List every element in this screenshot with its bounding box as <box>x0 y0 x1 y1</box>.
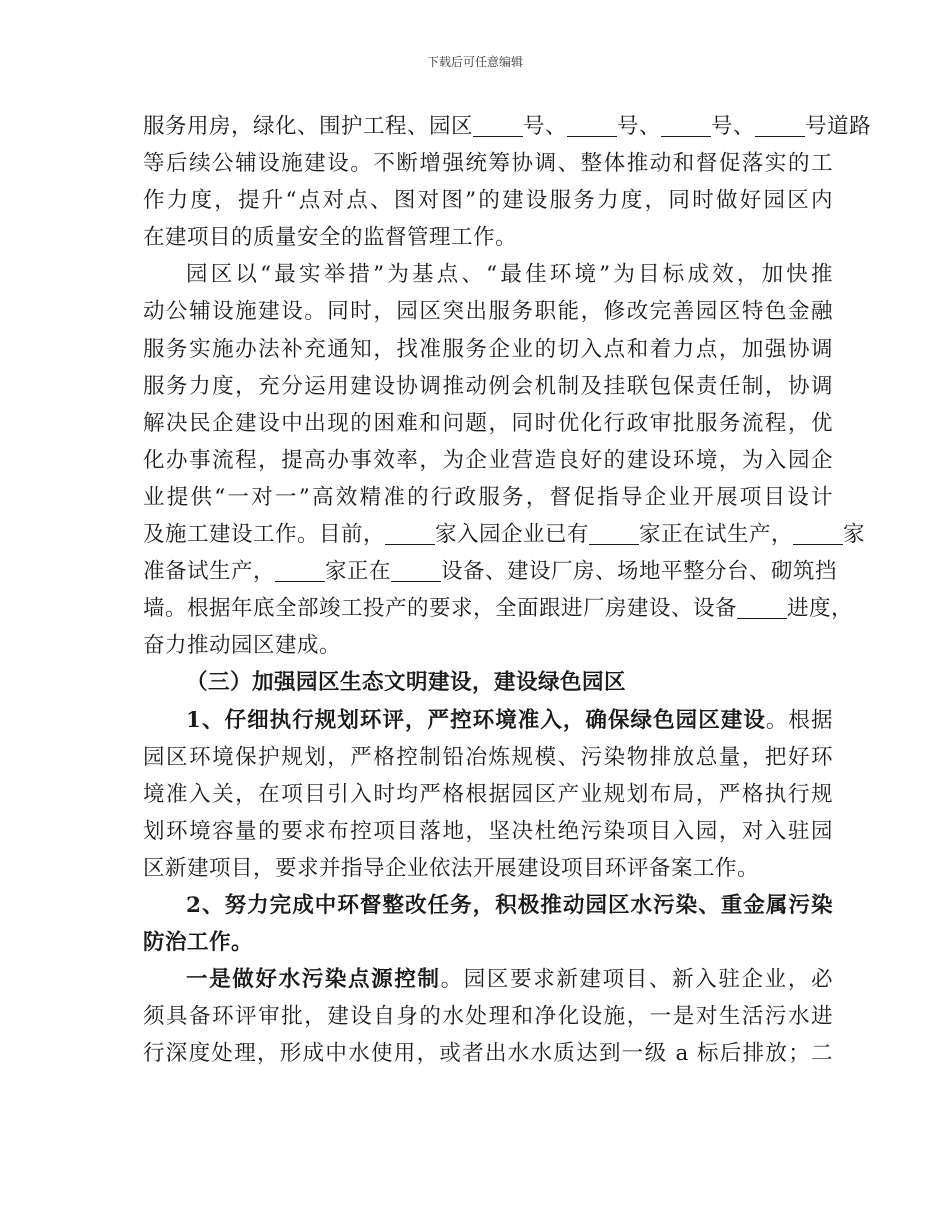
blank-field <box>793 522 843 545</box>
paragraph-line: 划环境容量的要求布控项目落地，坚决杜绝污染项目入园，对入驻园 <box>143 818 833 844</box>
blank-field <box>737 596 787 619</box>
paragraph-line: 及施工建设工作。目前， 家入园企业已有 家正在试生产， 家 <box>143 522 866 548</box>
paragraph-line: 境准入关，在项目引入时均严格根据园区产业规划布局，严格执行规 <box>143 781 833 807</box>
blank-field <box>755 114 805 137</box>
paragraph-line: 作力度，提升“点对点、图对图”的建设服务力度，同时做好园区内 <box>143 188 833 214</box>
paragraph-line: 在建项目的质量安全的监督管理工作。 <box>143 225 518 251</box>
blank-field <box>473 114 523 137</box>
paragraph-line: 业提供“一对一”高效精准的行政服务，督促指导企业开展项目设计 <box>143 484 833 510</box>
paragraph-line: 等后续公辅设施建设。不断增强统筹协调、整体推动和督促落实的工 <box>143 151 833 177</box>
paragraph-line: 服务实施办法补充通知，找准服务企业的切入点和着力点，加强协调 <box>143 336 833 362</box>
paragraph-line: 准备试生产， 家正在 设备、建设厂房、场地平整分台、砌筑挡 <box>143 559 838 585</box>
paragraph-line: 1、仔细执行规划环评，严控环境准入，确保绿色园区建设。根据 <box>186 707 833 733</box>
page-header: 下载后可任意编辑 <box>426 55 523 69</box>
paragraph-line: 奋力推动园区建成。 <box>143 633 342 659</box>
paragraph-line: 园区以“最实举措”为基点、“最佳环境”为目标成效，加快推 <box>186 262 833 288</box>
blank-field <box>385 522 435 545</box>
section-heading: （三）加强园区生态文明建设，建设绿色园区 <box>186 670 627 696</box>
document-body <box>143 108 872 1072</box>
blank-field <box>661 114 711 137</box>
paragraph-line: 一是做好水污染点源控制。园区要求新建项目、新入驻企业，必 <box>186 967 833 993</box>
blank-field <box>589 522 639 545</box>
subsection-heading: 防治工作。 <box>143 930 254 956</box>
paragraph-line: 墙。根据年底全部竣工投产的要求，全面跟进厂房建设、设备 进度， <box>143 596 854 622</box>
paragraph-line: 须具备环评审批，建设自身的水处理和净化设施，一是对生活污水进 <box>143 1004 833 1030</box>
blank-field <box>391 559 441 582</box>
subsection-heading: 2、努力完成中环督整改任务，积极推动园区水污染、重金属污染 <box>186 892 833 918</box>
paragraph-line: 化办事流程，提高办事效率，为企业营造良好的建设环境，为入园企 <box>143 447 833 473</box>
paragraph-line: 解决民企建设中出现的困难和问题，同时优化行政审批服务流程，优 <box>143 410 833 436</box>
paragraph-line: 行深度处理，形成中水使用，或者出水水质达到一级 a 标后排放；二 <box>143 1041 833 1067</box>
blank-field <box>275 559 325 582</box>
paragraph-line: 区新建项目，要求并指导企业依法开展建设项目环评备案工作。 <box>143 855 760 881</box>
paragraph-line: 动公辅设施建设。同时，园区突出服务职能，修改完善园区特色金融 <box>143 299 833 325</box>
blank-field <box>567 114 617 137</box>
paragraph-line: 服务用房，绿化、围护工程、园区 号、 号、 号、 号道路 <box>143 114 872 139</box>
paragraph-line: 服务力度，充分运用建设协调推动例会机制及挂联包保责任制，协调 <box>143 373 833 399</box>
paragraph-line: 园区环境保护规划，严格控制铅冶炼规模、污染物排放总量，把好环 <box>143 744 833 770</box>
